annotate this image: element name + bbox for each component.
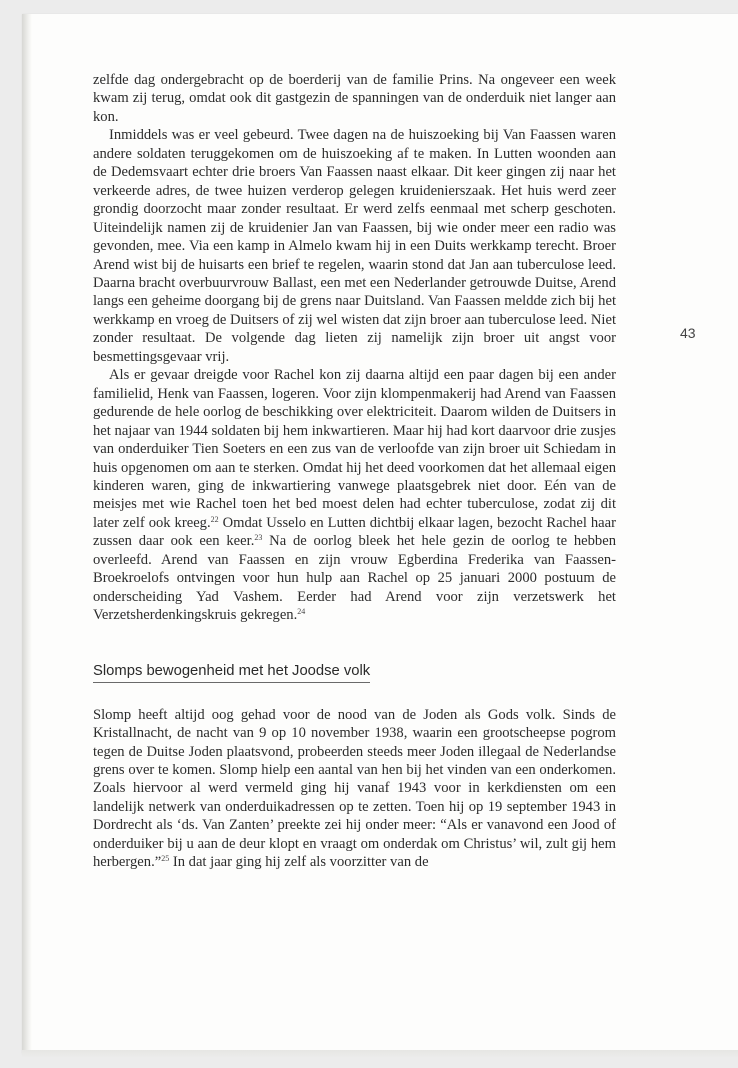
footnote-ref-24[interactable]: 24: [297, 607, 306, 617]
section-heading: Slomps bewogenheid met het Joodse volk: [93, 661, 370, 683]
paragraph-1: zelfde dag ondergebracht op de boerderij van de familie Prins. Na ongeveer een week kwam zij terug, omdat ook dit gastgezin de spanningen van de onderduik niet langer aan kon.: [93, 72, 616, 125]
paragraph-3-text-a: Als er gevaar dreigde voor Rachel kon zij daarna altijd een paar dagen bij een ander familielid, Henk van Faassen, logeren. Voor zijn klompenmakerij had Arend van Faassen gedurende de hele oorlog de beschikking over elektriciteit. Daarom wilden de Duitsers in het najaar van 1944 soldaten bij hem inkwartieren. Maar hij had kort daarvoor drie zusjes van onderduiker Tien Soeters en een zus van de verloofde van zijn broer uit Schiedam in huis opgenomen om aan te sterken. Omdat hij het deed voorkomen dat het allemaal eigen kinderen waren, ging de inkwartiering vanwege plaatsgebrek niet door. Eén van de meisjes met wie Rachel toen het bed moest delen had echter tuberculose, zodat zij dit later zelf ook kreeg.: [93, 367, 616, 531]
page-spine-shadow: [22, 14, 32, 1054]
footnote-ref-25[interactable]: 25: [161, 854, 170, 864]
footnote-ref-23[interactable]: 23: [254, 533, 263, 543]
paragraph-4: [93, 706, 616, 872]
page-bottom-edge: [22, 1050, 738, 1058]
footnote-ref-22[interactable]: 22: [210, 514, 219, 524]
paragraph-3-text-c: Na de oorlog bleek het hele gezin de oorlog te hebben overleefd. Arend van Faassen en zijn vrouw Egberdina Frederika van Faassen-Broekroelofs ontvingen voor hun hulp aan Rachel op 25 januari 2000 postuum de onderscheiding Yad Vashem. Eerder had Arend voor zijn verzetswerk het Verzetsherdenkingskruis gekregen.: [93, 533, 616, 624]
page-number: 43: [680, 325, 696, 341]
paragraph-4-text-a: Slomp heeft altijd oog gehad voor de nood van de Joden als Gods volk. Sinds de Kristallnacht, de nacht van 9 op 10 november 1938, waarin een grootscheepse pogrom tegen de Duitse Joden plaatsvond, probeerden steeds meer Joden illegaal de Nederlandse grens over te komen. Slomp hielp een aantal van hen bij het vinden van een onderkomen. Zoals hiervoor al werd vermeld ging hij vanaf 1943 voor in kerkdiensten om een landelijk netwerk van onderduikadressen op te zetten. Toen hij op 19 september 1943 in Dordrecht als ‘ds. Van Zanten’ preekte zei hij onder meer: “Als er vanavond een Jood of onderduiker bij u aan de deur klopt en vraagt om onderdak om Christus’ wil, zult gij hem herbergen.”: [93, 706, 616, 871]
paragraph-3: [93, 366, 616, 624]
body-text: [93, 71, 616, 872]
paragraph-4-text-b: In dat jaar ging hij zelf als voorzitter van de: [169, 854, 429, 871]
paragraph-2: Inmiddels was er veel gebeurd. Twee dagen na de huiszoeking bij Van Faassen waren andere soldaten teruggekomen om de huiszoeking af te maken. In Lutten woonden aan de Dedemsvaart echter drie broers Van Faassen naast elkaar. Dit keer gingen zij naar het verkeerde adres, de twee huizen verderop gelegen kruidenierszaak. Het huis werd zeer grondig doorzocht maar zonder resultaat. Er werd zelfs eenmaal met scherp geschoten. Uiteindelijk namen zij de kruidenier Jan van Faassen, bij wie onder meer een radio was gevonden, mee. Via een kamp in Almelo kwam hij in een Duits werkkamp terecht. Broer Arend wist bij de huisarts een brief te regelen, waarin stond dat Jan aan tuberculose leed. Daarna bracht overbuurvrouw Ballast, een met een Nederlander getrouwde Duitse, Arend langs een geheime doorgang bij de grens naar Duitsland. Van Faassen meldde zich bij het werkkamp en vroeg de Duitsers of zij wel wisten dat zijn broer aan tuberculose leed. Niet zonder resultaat. De volgende dag lieten zij namelijk zijn broer uit angst voor besmettingsgevaar vrij.: [93, 127, 616, 365]
paragraph-3-text-b: Omdat Usselo en Lutten dichtbij elkaar lagen, bezocht Rachel haar zussen daar ook een keer.: [93, 514, 617, 550]
